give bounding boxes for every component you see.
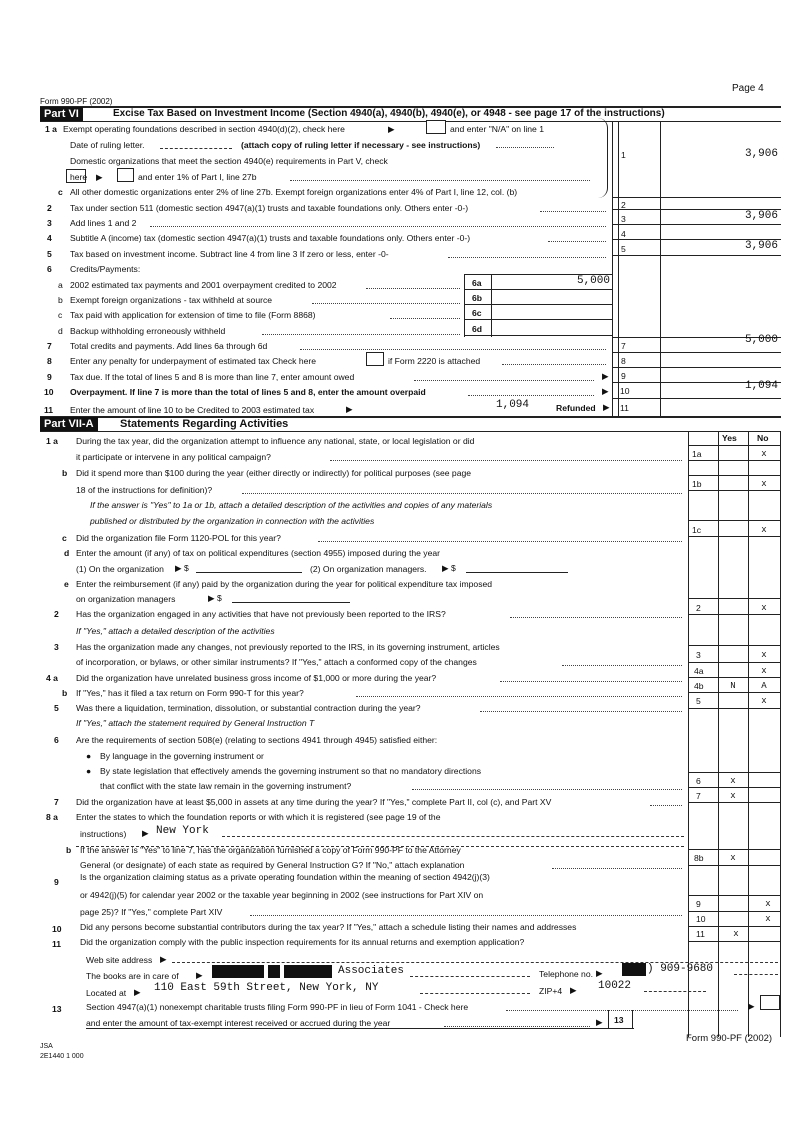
code-2: 2 xyxy=(621,200,626,210)
q8a-state: New York xyxy=(156,825,209,837)
q13-num: 13 xyxy=(52,1004,62,1014)
code-6b: 6b xyxy=(472,293,483,303)
web-label: Web site address xyxy=(86,955,153,965)
q7-num: 7 xyxy=(54,797,59,807)
code-10: 10 xyxy=(620,386,630,396)
footer-code: 2E1440 1 000 xyxy=(40,1053,84,1060)
code-7: 7 xyxy=(621,341,626,351)
l2-num: 2 xyxy=(47,203,52,213)
arrow-right-icon: ▶ xyxy=(346,404,353,414)
l11-refunded: Refunded xyxy=(556,403,596,413)
part-vi-label: Part VI xyxy=(40,107,83,121)
checkbox-1a[interactable] xyxy=(426,120,446,134)
q5-text1: Was there a liquidation, termination, dissolution, or substantial contraction during the year? xyxy=(76,703,421,713)
q1c-num: c xyxy=(62,533,67,543)
q6-text1: Are the requirements of section 508(e) (relating to sections 4941 through 4945) satisfied either: xyxy=(76,735,438,745)
arrow-right-icon: ▶ xyxy=(388,124,395,134)
l5-text: Tax based on investment income. Subtract line 4 from line 3 If zero or less, enter -0- xyxy=(70,249,389,259)
q3-text2: of incorporation, or bylaws, or other similar instruments? If "Yes," attach a conformed copy of the changes xyxy=(76,657,477,667)
arrow-right-icon: ▶ xyxy=(142,828,149,838)
code-9: 9 xyxy=(621,371,626,381)
q8a-num: 8 a xyxy=(46,812,58,822)
code-q9: 9 xyxy=(696,899,701,909)
phone-label: Telephone no. xyxy=(539,969,593,979)
checkbox-1b-here[interactable] xyxy=(117,168,134,182)
arrow-right-icon: ▶ xyxy=(196,970,203,980)
checkbox-q13[interactable] xyxy=(760,995,780,1010)
l2-text: Tax under section 511 (domestic section 4947(a)(1) trusts and taxable foundations only. Others enter -0-) xyxy=(70,203,469,213)
q8a-text2: instructions) xyxy=(80,829,127,839)
l10-num: 10 xyxy=(44,387,54,397)
footer-jsa: JSA xyxy=(40,1043,53,1050)
code-q5: 5 xyxy=(696,696,701,706)
value-line10: 1,094 xyxy=(744,380,778,392)
value-line5: 3,906 xyxy=(744,240,778,252)
l9-num: 9 xyxy=(47,372,52,382)
l1a-text3: Date of ruling letter. xyxy=(70,140,145,150)
l11-num: 11 xyxy=(44,405,54,415)
answer-4a-no: x xyxy=(761,666,767,676)
l1a-text4: (attach copy of ruling letter if necessary - see instructions) xyxy=(241,140,481,150)
l1c-text: All other domestic organizations enter 2% of line 27b. Exempt foreign organizations enter 4% of Part I, line 12, col. (b) xyxy=(70,187,518,197)
q5-text2: If "Yes," attach the statement required by General Instruction T xyxy=(76,718,315,728)
footer-form-name: Form 990-PF (2002) xyxy=(686,1033,773,1044)
q1d-num: d xyxy=(64,548,70,558)
answer-8b-yes: x xyxy=(730,853,736,863)
code-6d: 6d xyxy=(472,324,483,334)
bullet-icon: ● xyxy=(86,766,92,776)
q1b-num: b xyxy=(62,468,68,478)
q11-num: 11 xyxy=(52,939,62,949)
q6-num: 6 xyxy=(54,735,59,745)
answer-6-yes: x xyxy=(730,776,736,786)
books-name: Associates xyxy=(338,965,405,977)
arrow-right-icon: ▶ xyxy=(602,371,609,381)
l1b-text2: here xyxy=(70,172,88,182)
code-q10: 10 xyxy=(696,914,706,924)
arrow-right-icon: ▶ $ xyxy=(208,593,222,603)
answer-3-no: x xyxy=(761,650,767,660)
code-4: 4 xyxy=(621,229,626,239)
q2-text2: If "Yes," attach a detailed description of the activities xyxy=(76,626,275,636)
value-line1: 3,906 xyxy=(744,148,778,160)
l6a-text: 2002 estimated tax payments and 2001 overpayment credited to 2002 xyxy=(70,280,337,290)
part-vi-title: Excise Tax Based on Investment Income (Section 4940(a), 4940(b), 4940(e), or 4948 - see page 17 of the instructions) xyxy=(113,108,665,119)
redacted-name-2 xyxy=(268,965,280,978)
q4a-num: 4 a xyxy=(46,673,58,683)
q1a-text2: it participate or intervene in any political campaign? xyxy=(76,452,271,462)
arrow-right-icon: ▶ xyxy=(134,987,141,997)
answer-11-yes: x xyxy=(733,929,739,939)
arrow-right-icon: ▶ xyxy=(603,402,610,412)
code-1: 1 xyxy=(621,150,626,160)
located-address: 110 East 59th Street, New York, NY xyxy=(154,982,379,994)
arrow-right-icon: ▶ xyxy=(96,172,103,182)
bullet-icon: ● xyxy=(86,751,92,761)
l6a-num: a xyxy=(58,280,63,290)
q1a-text1: During the tax year, did the organization attempt to influence any national, state, or local legislation or did xyxy=(76,436,475,446)
q9-num: 9 xyxy=(54,877,59,887)
q9-text2: or 4942(j)(5) for calendar year 2002 or the taxable year beginning in 2002 (see instructions for Part XIV on xyxy=(80,890,484,900)
phone-number: ) 909-9680 xyxy=(647,963,714,975)
arrow-right-icon: ▶ $ xyxy=(442,563,456,573)
q7-text: Did the organization have at least $5,000 in assets at any time during the year? If "Yes," complete Part II, col (c), and Part XV xyxy=(76,797,552,807)
q3-text1: Has the organization made any changes, not previously reported to the IRS, in its governing instrument, articles xyxy=(76,642,500,652)
l6-text: Credits/Payments: xyxy=(70,264,141,274)
l8-text2: if Form 2220 is attached xyxy=(388,356,481,366)
q8b-text2: General (or designate) of each state as required by General Instruction G? If "No," attach explanation xyxy=(80,860,465,870)
code-q1a: 1a xyxy=(692,449,702,459)
code-q1c: 1c xyxy=(692,525,702,535)
l7-text: Total credits and payments. Add lines 6a through 6d xyxy=(70,341,268,351)
l5-num: 5 xyxy=(47,249,52,259)
q13-text1: Section 4947(a)(1) nonexempt charitable trusts filing Form 990-PF in lieu of Form 1041 - Check here xyxy=(86,1002,469,1012)
answer-9-no: x xyxy=(765,899,771,909)
arrow-right-icon: ▶ xyxy=(602,386,609,396)
l1a-text2: and enter "N/A" on line 1 xyxy=(450,124,545,134)
q8b-num: b xyxy=(66,845,72,855)
l8-num: 8 xyxy=(47,356,52,366)
form-name-top: Form 990-PF (2002) xyxy=(40,97,113,106)
q1d-text1: Enter the amount (if any) of tax on political expenditures (section 4955) imposed during the year xyxy=(76,548,441,558)
q10-num: 10 xyxy=(52,924,62,934)
q8a-text1: Enter the states to which the foundation reports or with which it is registered (see page 19 of the xyxy=(76,812,441,822)
code-q11: 11 xyxy=(696,929,705,939)
q9-text1: Is the organization claiming status as a private operating foundation within the meaning of section 4942(j)(3) xyxy=(80,872,490,882)
arrow-right-icon: ▶ xyxy=(596,968,603,978)
checkbox-form2220[interactable] xyxy=(366,352,384,366)
q1e-text2: on organization managers xyxy=(76,594,176,604)
zip-label: ZIP+4 xyxy=(539,986,563,996)
part-viia-label: Part VII-A xyxy=(40,417,98,431)
code-6c: 6c xyxy=(472,308,482,318)
q9-text3: page 25)? If "Yes," complete Part XIV xyxy=(80,907,223,917)
code-q7: 7 xyxy=(696,791,701,801)
answer-10-no: x xyxy=(765,914,771,924)
answer-2-no: x xyxy=(761,603,767,613)
code-6a: 6a xyxy=(472,278,482,288)
q6-text3: By state legislation that effectively amends the governing instrument so that no mandatory directions xyxy=(100,766,482,776)
code-q6: 6 xyxy=(696,776,701,786)
value-line3: 3,906 xyxy=(744,210,778,222)
l10-text: Overpayment. If line 7 is more than the total of lines 5 and 8, enter the amount overpaid xyxy=(70,387,426,397)
code-8: 8 xyxy=(621,356,626,366)
l1b-text1: Domestic organizations that meet the section 4940(e) requirements in Part V, check xyxy=(70,156,388,166)
q4b-text: If "Yes," has it filed a tax return on Form 990-T for this year? xyxy=(76,688,304,698)
arrow-right-icon: ▶ xyxy=(570,985,577,995)
l11-text: Enter the amount of line 10 to be Credited to 2003 estimated tax xyxy=(70,405,315,415)
q8b-text1: If the answer is "Yes" to line 7, has the organization furnished a copy of Form 990-PF to the Attorney xyxy=(80,845,461,855)
l6d-num: d xyxy=(58,326,63,336)
q1b-text2: 18 of the instructions for definition)? xyxy=(76,485,213,495)
code-q13: 13 xyxy=(614,1015,624,1025)
arrow-right-icon: ▶ $ xyxy=(175,563,189,573)
redacted-name-3 xyxy=(284,965,332,978)
q10-text: Did any persons become substantial contributors during the tax year? If "Yes," attach a schedule listing their names and addresses xyxy=(80,922,577,932)
code-q2: 2 xyxy=(696,603,701,613)
arrow-right-icon: ▶ xyxy=(160,954,167,964)
q13-text2: and enter the amount of tax-exempt interest received or accrued during the year xyxy=(86,1018,391,1028)
l7-num: 7 xyxy=(47,341,52,351)
q3-num: 3 xyxy=(54,642,59,652)
l6b-text: Exempt foreign organizations - tax withheld at source xyxy=(70,295,273,305)
answer-1b-no: x xyxy=(761,479,767,489)
q2-num: 2 xyxy=(54,609,59,619)
q6-text4: that conflict with the state law remain in the governing instrument? xyxy=(100,781,352,791)
q4a-text: Did the organization have unrelated business gross income of $1,000 or more during the year? xyxy=(76,673,437,683)
l8-text1: Enter any penalty for underpayment of estimated tax Check here xyxy=(70,356,317,366)
l1c-num: c xyxy=(58,187,63,197)
page-number: Page 4 xyxy=(732,83,764,94)
answer-4b-yes: N xyxy=(730,681,736,691)
answer-7-yes: x xyxy=(730,791,736,801)
l1b-text3: and enter 1% of Part I, line 27b xyxy=(138,172,257,182)
answer-4b-no: A xyxy=(761,681,767,691)
l9-text: Tax due. If the total of lines 5 and 8 is more than line 7, enter amount owed xyxy=(70,372,355,382)
answer-5-no: x xyxy=(761,696,767,706)
q1e-num: e xyxy=(64,579,69,589)
q1b-text4: published or distributed by the organization in connection with the activities xyxy=(90,516,375,526)
q1b-text3: If the answer is "Yes" to 1a or 1b, attach a detailed description of the activities and copies of any materials xyxy=(90,500,493,510)
code-5: 5 xyxy=(621,244,626,254)
q1d-text2: (1) On the organization xyxy=(76,564,164,574)
l6d-text: Backup withholding erroneously withheld xyxy=(70,326,226,336)
arrow-right-icon: ▶ xyxy=(596,1017,603,1027)
l4-text: Subtitle A (income) tax (domestic section 4947(a)(1) trusts and taxable foundations only. Others enter -0-) xyxy=(70,233,471,243)
answer-1c-no: x xyxy=(761,525,767,535)
l3-text: Add lines 1 and 2 xyxy=(70,218,137,228)
code-q3: 3 xyxy=(696,650,701,660)
q1c-text: Did the organization file Form 1120-POL for this year? xyxy=(76,533,281,543)
code-q4a: 4a xyxy=(694,666,704,676)
no-header: No xyxy=(757,433,769,443)
q1a-num: 1 a xyxy=(46,436,58,446)
arrow-right-icon: ▶ xyxy=(748,1001,755,1011)
located-label: Located at xyxy=(86,988,127,998)
books-label: The books are in care of xyxy=(86,971,179,981)
q6-text2: By language in the governing instrument or xyxy=(100,751,264,761)
value-line7: 5,000 xyxy=(744,334,778,346)
l1a-text1: Exempt operating foundations described in section 4940(d)(2), check here xyxy=(63,124,345,134)
code-q4b: 4b xyxy=(694,681,704,691)
zip-code: 10022 xyxy=(598,980,632,992)
q1e-text1: Enter the reimbursement (if any) paid by the organization during the year for political expenditure tax imposed xyxy=(76,579,493,589)
code-11: 11 xyxy=(620,403,629,413)
q5-num: 5 xyxy=(54,703,59,713)
value-credited: 1,094 xyxy=(496,399,530,411)
part-viia-title: Statements Regarding Activities xyxy=(120,418,289,430)
l6c-num: c xyxy=(58,310,63,320)
code-3: 3 xyxy=(621,214,626,224)
q4b-num: b xyxy=(62,688,68,698)
redacted-name-1 xyxy=(212,965,264,978)
l1a-num: 1 a xyxy=(45,124,57,134)
value-6a: 5,000 xyxy=(576,275,610,287)
answer-1a-no: x xyxy=(761,449,767,459)
q1d-text3: (2) On organization managers. xyxy=(310,564,427,574)
yes-header: Yes xyxy=(722,433,737,443)
l6c-text: Tax paid with application for extension of time to file (Form 8868) xyxy=(70,310,316,320)
q2-text1: Has the organization engaged in any activities that have not previously been reported to the IRS? xyxy=(76,609,446,619)
l4-num: 4 xyxy=(47,233,52,243)
l6-num: 6 xyxy=(47,264,52,274)
l6b-num: b xyxy=(58,295,63,305)
code-q1b: 1b xyxy=(692,479,702,489)
code-q8b: 8b xyxy=(694,853,704,863)
l3-num: 3 xyxy=(47,218,52,228)
redacted-area-code xyxy=(622,963,646,976)
q1b-text1: Did it spend more than $100 during the year (either directly or indirectly) for political purposes (see page xyxy=(76,468,472,478)
q11-text: Did the organization comply with the public inspection requirements for its annual returns and exemption application? xyxy=(80,937,525,947)
